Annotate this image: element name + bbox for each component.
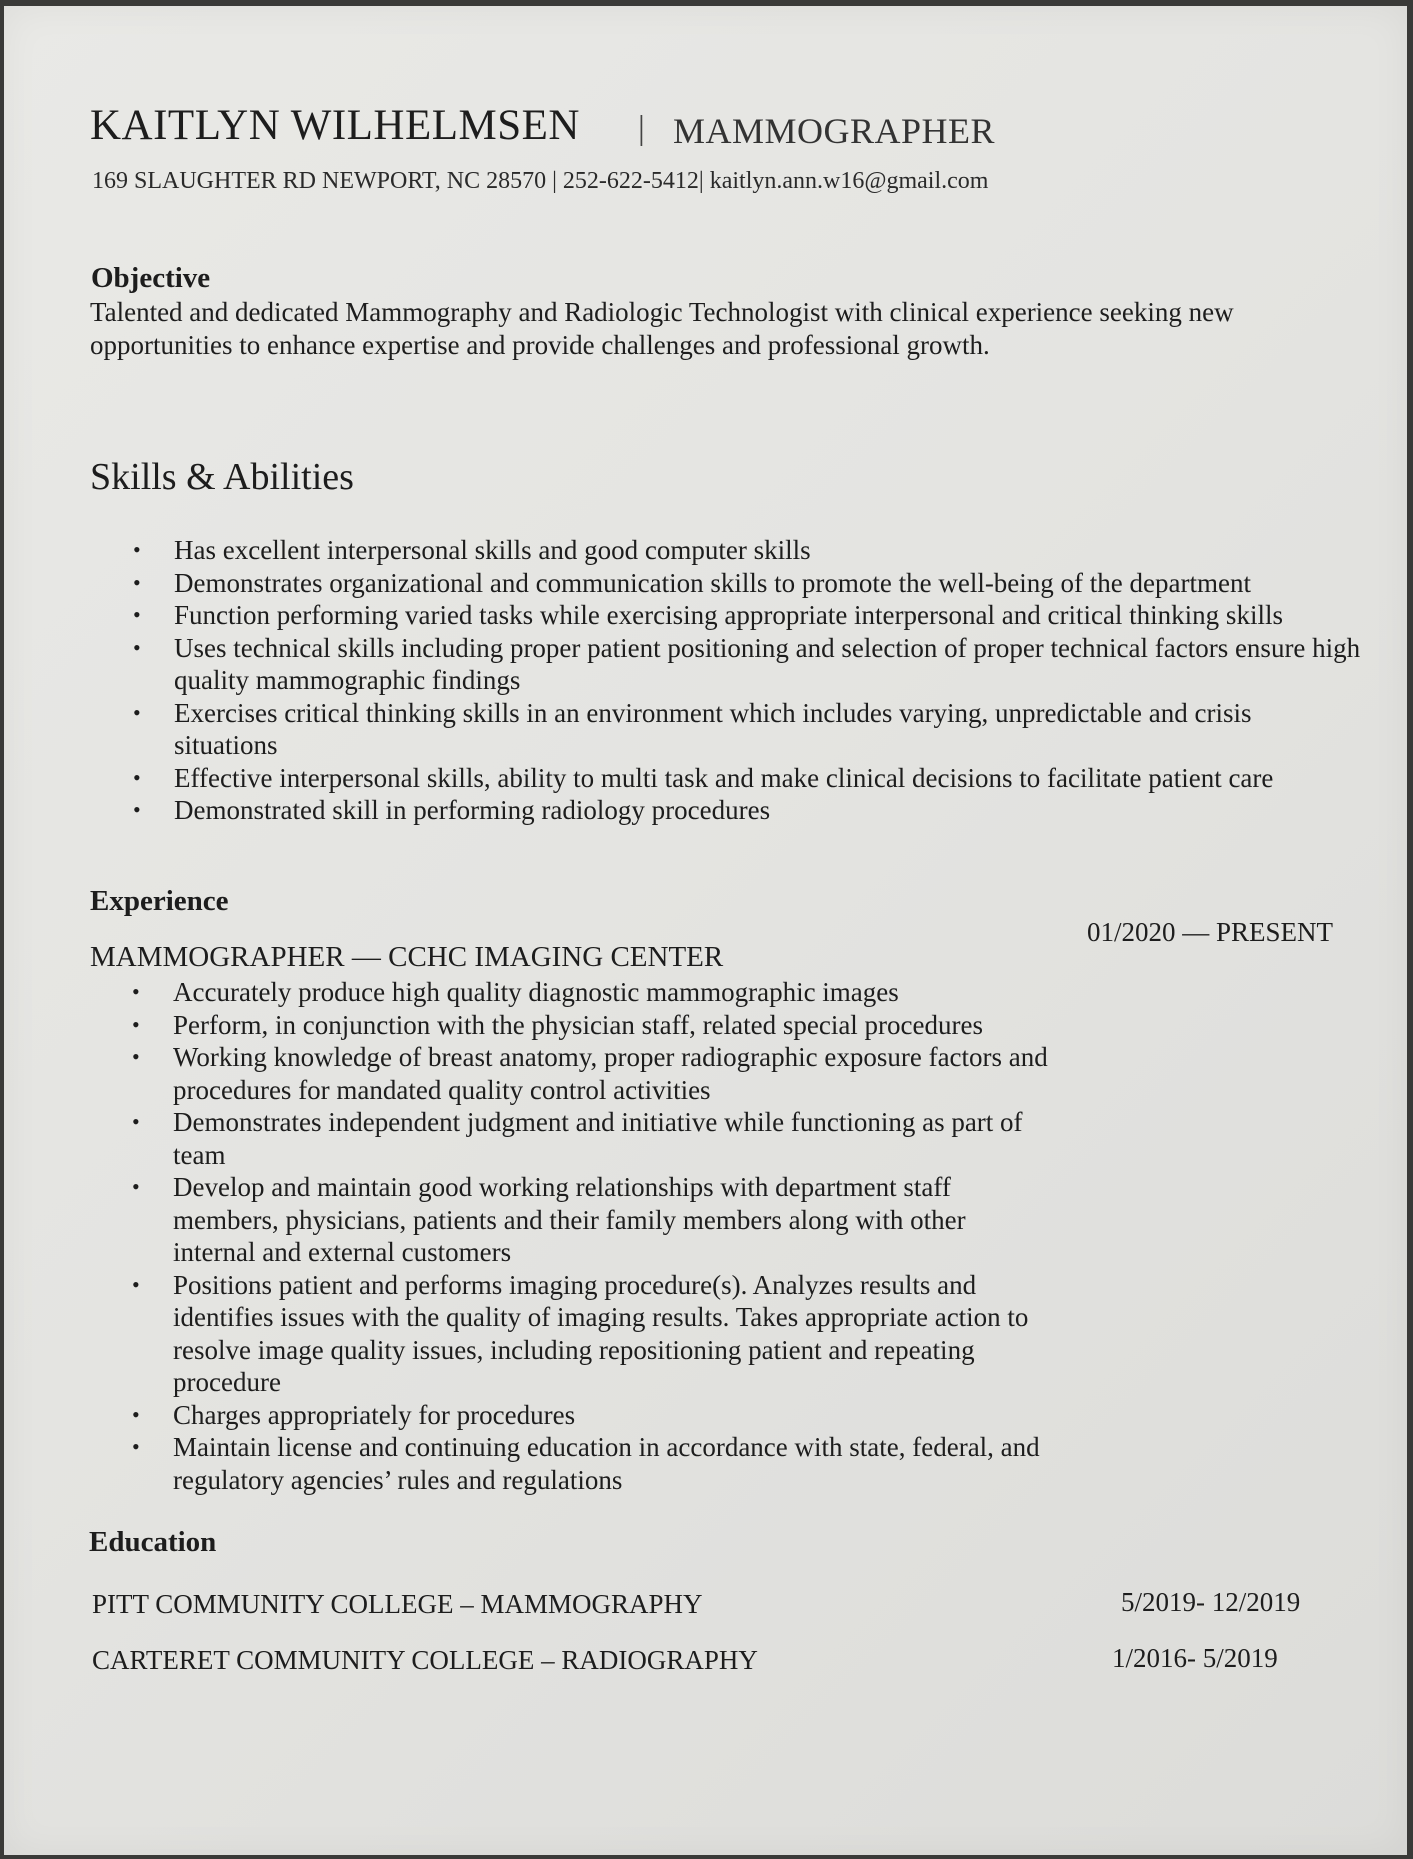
experience-item: • Maintain license and continuing education in accordance with state, federal, and regulatory agencies’ rules and regulations xyxy=(90,1431,1050,1496)
skills-heading: Skills & Abilities xyxy=(90,456,354,498)
education-dates: 5/2019- 12/2019 xyxy=(1121,1587,1301,1617)
skill-item: • Uses technical skills including proper patient positioning and selection of proper technical factors ensure high quality mammographic findings xyxy=(91,632,1361,697)
job-dates: 01/2020 — PRESENT xyxy=(1087,917,1334,947)
skill-item: • Function performing varied tasks while exercising appropriate interpersonal and critical thinking skills xyxy=(91,599,1361,632)
job-title: MAMMOGRAPHER — CCHC IMAGING CENTER xyxy=(90,941,724,973)
education-school: PITT COMMUNITY COLLEGE – MAMMOGRAPHY xyxy=(92,1589,703,1619)
skills-list xyxy=(91,534,1361,827)
education-school: CARTERET COMMUNITY COLLEGE – RADIOGRAPHY xyxy=(92,1645,758,1675)
experience-item: • Demonstrates independent judgment and initiative while functioning as part of team xyxy=(90,1106,1050,1171)
experience-item: • Develop and maintain good working relationships with department staff members, physicians, patients and their family members along with other internal and external customers xyxy=(90,1171,1050,1269)
skill-item: • Demonstrated skill in performing radiology procedures xyxy=(91,794,1361,827)
objective-line-2: opportunities to enhance expertise and provide challenges and professional growth. xyxy=(90,330,990,360)
applicant-name: KAITLYN WILHELMSEN xyxy=(90,102,580,149)
contact-info: 169 SLAUGHTER RD NEWPORT, NC 28570 | 252-622-5412| kaitlyn.ann.w16@gmail.com xyxy=(92,168,989,194)
experience-item: • Accurately produce high quality diagnostic mammographic images xyxy=(90,976,1050,1009)
experience-list xyxy=(90,976,1050,1496)
experience-item: • Positions patient and performs imaging procedure(s). Analyzes results and identifies issues with the quality of imaging results. Takes appropriate action to resolve image quality issues, including repositioning patient and repeating procedure xyxy=(90,1269,1050,1399)
job-role-title: MAMMOGRAPHER xyxy=(673,111,996,151)
education-heading: Education xyxy=(89,1526,217,1558)
objective-heading: Objective xyxy=(91,262,211,294)
skill-item: • Has excellent interpersonal skills and good computer skills xyxy=(91,534,1361,567)
skill-item: • Exercises critical thinking skills in an environment which includes varying, unpredictable and crisis situations xyxy=(91,697,1361,762)
resume-page xyxy=(4,6,1407,1855)
title-separator: | xyxy=(638,110,645,147)
skill-item: • Demonstrates organizational and communication skills to promote the well-being of the department xyxy=(91,567,1361,600)
skill-item: • Effective interpersonal skills, ability to multi task and make clinical decisions to facilitate patient care xyxy=(91,762,1361,795)
experience-item: • Working knowledge of breast anatomy, proper radiographic exposure factors and procedures for mandated quality control activities xyxy=(90,1041,1050,1106)
education-dates: 1/2016- 5/2019 xyxy=(1112,1643,1278,1673)
objective-line-1: Talented and dedicated Mammography and Radiologic Technologist with clinical experience seeking new xyxy=(90,297,1234,327)
experience-heading: Experience xyxy=(90,885,229,917)
experience-item: • Perform, in conjunction with the physician staff, related special procedures xyxy=(90,1009,1050,1042)
experience-item: • Charges appropriately for procedures xyxy=(90,1399,1050,1432)
